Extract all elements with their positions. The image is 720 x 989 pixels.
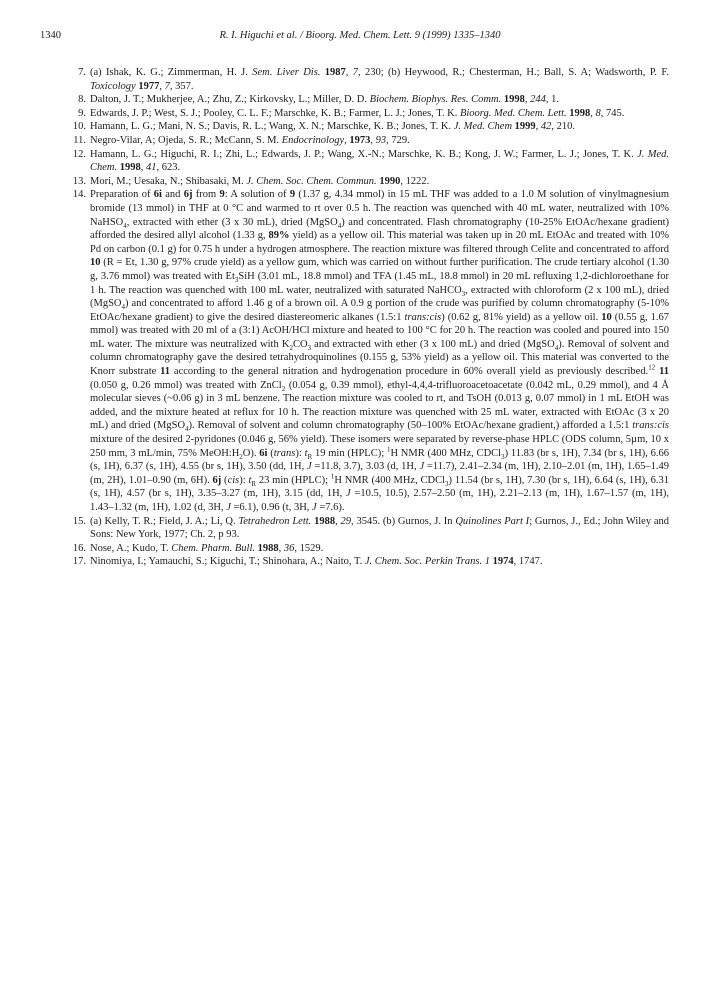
reference-text: Edwards, J. P.; West, S. J.; Pooley, C. L. F.; Marschke, K. B.; Farmer, L. J.; Jones, T. K. Bioorg. Med. Chem. Lett. 1998, 8, 745. xyxy=(90,107,625,119)
reference-text: Dalton, J. T.; Mukherjee, A.; Zhu, Z.; Kirkovsky, L.; Miller, D. D. Biochem. Biophys. Res. Comm. 1998, 244, 1. xyxy=(90,94,559,106)
reference-number: 17. xyxy=(72,556,86,568)
reference-item xyxy=(66,542,669,556)
reference-item xyxy=(66,175,669,189)
reference-item xyxy=(66,120,669,134)
reference-number: 16. xyxy=(72,542,86,554)
reference-text: Hamann, L. G.; Higuchi, R. I.; Zhi, L.; Edwards, J. P.; Wang, X.-N.; Marschke, K. B.; Kong, J. W.; Farmer, L. J.; Jones, T. K. J. Med. Chem. 1998, 41, 623. xyxy=(90,148,669,174)
reference-text: Hamann, L. G.; Mani, N. S.; Davis, R. L.; Wang, X. N.; Marschke, K. B.; Jones, T. K. J. Med. Chem 1999, 42, 210. xyxy=(90,121,576,133)
reference-number: 14. xyxy=(72,189,86,201)
page-header xyxy=(40,29,680,43)
reference-item xyxy=(66,515,669,542)
reference-item xyxy=(66,107,669,121)
reference-item xyxy=(66,134,669,148)
reference-number: 15. xyxy=(72,515,86,527)
reference-number: 10. xyxy=(72,121,86,133)
reference-list xyxy=(66,66,669,569)
reference-text: Preparation of 6i and 6j from 9: A solution of 9 (1.37 g, 4.34 mmol) in 15 mL THF was added to a 1.0 M solution of vinylmagnesium bromide (13 mmol) in THF at 0 °C and warmed to rt over 0.5 h. The reaction was quenched with 40 mL water, neutralized with 10% NaHSO$_4$, extracted with ether (3 x 30 mL), dried (MgSO$_4$) and concentrated. Flash chromatography (10-25% EtOAc/hexane gradient) afforded the desired allyl alcohol (1.33 g, 89% yield) as a yellow oil. This material was taken up in 20 mL EtOAc and treated with 10% Pd on carbon (0.1 g) for 0.75 h under a hydrogen atmosphere. The reaction mixture was filtered through Celite and concentrated to afford 10 (R = Et, 1.30 g, 97% crude yield) as a yellow gum, which was carried on without further purification. The crude tertiary alcohol (1.30 g, 3.76 mmol) was treated with $Et_3SiH$ (3.01 mL, 18.8 mmol) and TFA (1.45 mL, 18.8 mmol) in 20 mL refluxing 1,2-dichloroethane for 1 h. The reaction was quenched with 100 mL water, neutralized with saturated NaHCO$_3$, extracted with chloroform (2 x 100 mL), dried (MgSO$_4$) and concentrated to afford 1.46 g of a brown oil. A 0.9 g portion of the crude was purified by column chromatography (5-10% EtOAc/hexane gradient) to give the desired diastereomeric alkanes (1.5:1 trans:cis) (0.62 g, 81% yield) as a yellow oil. 10 (0.55 g, 1.67 mmol) was treated with 20 ml of a (3:1) AcOH/HCl mixture and heated to 100 °C for 20 h. The reaction was cooled and poured into 150 mL water. The mixture was neutralized with $K_2CO_3$ and extracted with ether (3 x 100 mL) and dried (MgSO$_4$). Removal of solvent and column chromatography gave the desired tetrahydroquinolines (0.155 g, 53% yield) as a yellow oil. This material was converted to the Knorr substrate 11 according to the general nitration and hydrogenation procedure in 60% overall yield as previously described.$^{12}$ 11 (0.050 g, 0.26 mmol) was treated with ZnCl$_2$ (0.054 g, 0.39 mmol), ethyl-4,4,4-trifluoroacetoacetate (0.042 mL, 0.29 mmol), and 4 Å molecular sieves (~0.06 g) in 3 mL benzene. The reaction mixture was cooled to rt, and TsOH (0.013 g, 0.07 mmol) in 1 mL EtOH was added, and the mixture heated at reflux for 10 h. The reaction mixture was quenched with 25 mL water, extracted with EtOAc (3 x 20 mL) and dried (MgSO$_4$). Removal of solvent and column chromatography (50–100% EtOAc/hexane gradient,) afforded a 1.5:1 trans:cis mixture of the desired 2-pyridones (0.046 g, 56% yield). These isomers were separated by reverse-phase HPLC (ODS column, 5µm, 10 x 250 mm, 3 mL/min, 75% $MeOH:H_2O$). 6i (trans): $t_R$ 19 min (HPLC); $^1$H NMR (400 MHz, CDCl$_3$) 11.83 (br s, 1H), 7.34 (br s, 1H), 6.66 (s, 1H), 6.37 (s, 1H), 4.55 (br s, 1H), 3.50 (dd, 1H, J =11.8, 3.7), 3.03 (d, 1H, J =11.7), 2.41–2.34 (m, 1H), 2.10–2.01 (m, 1H), 1.65–1.49 (m, 2H), 1.01–0.90 (m, 6H). 6j (cis): $t_R$ 23 min (HPLC); $^1$H NMR (400 MHz, CDCl$_3$) 11.54 (br s, 1H), 7.30 (br s, 1H), 6.64 (s, 1H), 6.31 (s, 1H), 4.57 (br s, 1H), 3.35–3.27 (m, 1H), 3.15 (dd, 1H, J =10.5, 10.5), 2.57–2.50 (m, 1H), 2.21–2.13 (m, 1H), 1.67–1.57 (m, 1H), 1.43–1.32 (m, 1H), 1.02 (d, 3H, J =6.1), 0.96 (t, 3H, J =7.6). xyxy=(90,189,670,513)
reference-text: (a) Kelly, T. R.; Field, J. A.; Li, Q. Tetrahedron Lett. 1988, 29, 3545. (b) Gurnos, J. In Quinolines Part I; Gurnos, J., Ed.; John Wiley and Sons: New York, 1977; Ch. 2, p 93. xyxy=(90,515,670,541)
reference-number: 9. xyxy=(78,107,86,119)
reference-text: Nose, A.; Kudo, T. Chem. Pharm. Bull. 1988, 36, 1529. xyxy=(90,542,324,554)
reference-text: Ninomiya, I.; Yamauchi, S.; Kiguchi, T.; Shinohara, A.; Naito, T. J. Chem. Soc. Perkin Trans. 1 1974, 1747. xyxy=(90,556,543,568)
reference-item xyxy=(66,555,669,569)
reference-number: 13. xyxy=(72,175,86,187)
reference-item xyxy=(66,93,669,107)
reference-text: Negro-Vilar, A; Ojeda, S. R.; McCann, S. M. Endocrinology, 1973, 93, 729. xyxy=(90,134,410,146)
running-head: R. I. Higuchi et al. / Bioorg. Med. Chem. Lett. 9 (1999) 1335–1340 xyxy=(219,30,501,41)
reference-item xyxy=(66,66,669,93)
reference-item xyxy=(66,188,669,514)
reference-text: (a) Ishak, K. G.; Zimmerman, H. J. Sem. Liver Dis. 1987, 7, 230; (b) Heywood, R.; Chesterman, H.; Ball, S. A; Wadsworth, P. F. Toxicology 1977, 7, 357. xyxy=(90,67,670,92)
page-number: 1340 xyxy=(40,30,61,41)
reference-number: 12. xyxy=(72,148,86,160)
reference-number: 11. xyxy=(73,134,86,146)
reference-number: 8. xyxy=(78,94,86,106)
reference-number: 7. xyxy=(78,67,86,78)
reference-text: Mori, M.; Uesaka, N.; Shibasaki, M. J. Chem. Soc. Chem. Commun. 1990, 1222. xyxy=(90,175,430,187)
reference-item xyxy=(66,148,669,175)
